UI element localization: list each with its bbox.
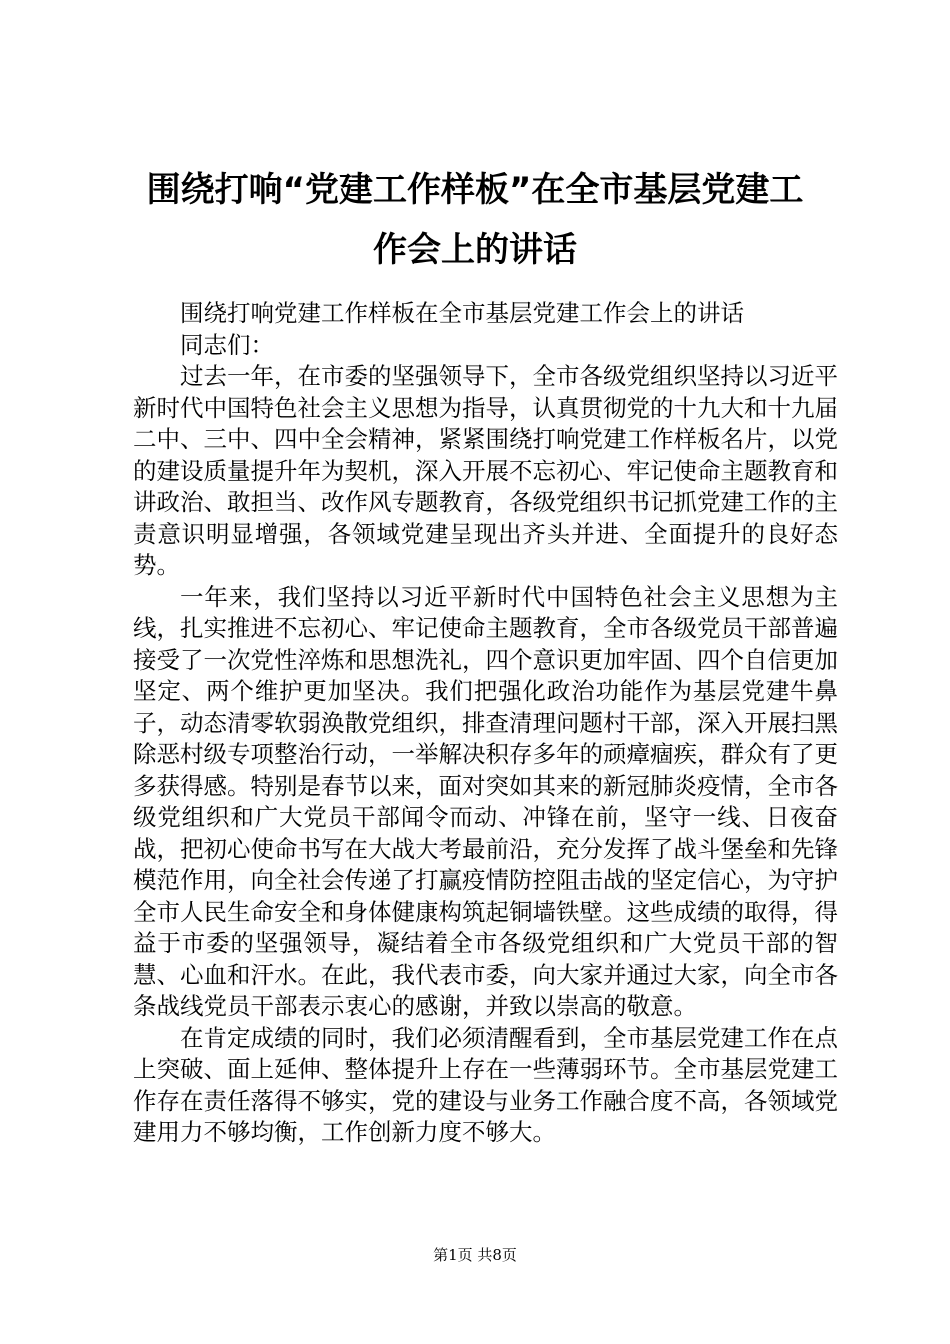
paragraph-3: 在肯定成绩的同时，我们必须清醒看到，全市基层党建工作在点上突破、面上延伸、整体提升上存在一些薄弱环节。全市基层党建工作存在责任落得不够实，党的建设与业务工作融合度不高，各领域党建用力不够均衡，工作创新力度不够大。	[133, 1023, 838, 1146]
document-title	[100, 160, 850, 280]
paragraph-1: 过去一年，在市委的坚强领导下，全市各级党组织坚持以习近平新时代中国特色社会主义思想为指导，认真贯彻党的十九大和十九届二中、三中、四中全会精神，紧紧围绕打响党建工作样板名片，以党的建设质量提升年为契机，深入开展不忘初心、牢记使命主题教育和讲政治、敢担当、改作风专题教育，各级党组织书记抓党建工作的主责意识明显增强，各领域党建呈现出齐头并进、全面提升的良好态势。	[133, 362, 838, 579]
document-body	[133, 298, 838, 1149]
title-line-1: 围绕打响“党建工作样板”在全市基层党建工	[146, 170, 804, 210]
page-footer: 第1页 共8页	[433, 1246, 517, 1264]
title-line-2: 作会上的讲话	[373, 230, 577, 270]
subtitle-line: 围绕打响党建工作样板在全市基层党建工作会上的讲话	[180, 299, 744, 327]
salutation: 同志们：	[180, 330, 274, 359]
paragraph-2: 一年来，我们坚持以习近平新时代中国特色社会主义思想为主线，扎实推进不忘初心、牢记使命主题教育，全市各级党员干部普遍接受了一次党性淬炼和思想洗礼，四个意识更加牢固、四个自信更加坚定、两个维护更加坚决。我们把强化政治功能作为基层党建牛鼻子，动态清零软弱涣散党组织，排查清理问题村干部，深入开展扫黑除恶村级专项整治行动，一举解决积存多年的顽瘴痼疾，群众有了更多获得感。特别是春节以来，面对突如其来的新冠肺炎疫情，全市各级党组织和广大党员干部闻令而动、冲锋在前，坚守一线、日夜奋战，把初心使命书写在大战大考最前沿，充分发挥了战斗堡垒和先锋模范作用，向全社会传递了打赢疫情防控阻击战的坚定信心，为守护全市人民生命安全和身体健康构筑起铜墙铁壁。这些成绩的取得，得益于市委的坚强领导，凝结着全市各级党组织和广大党员干部的智慧、心血和汗水。在此，我代表市委，向大家并通过大家，向全市各条战线党员干部表示衷心的感谢，并致以崇高的敬意。	[133, 582, 838, 1020]
